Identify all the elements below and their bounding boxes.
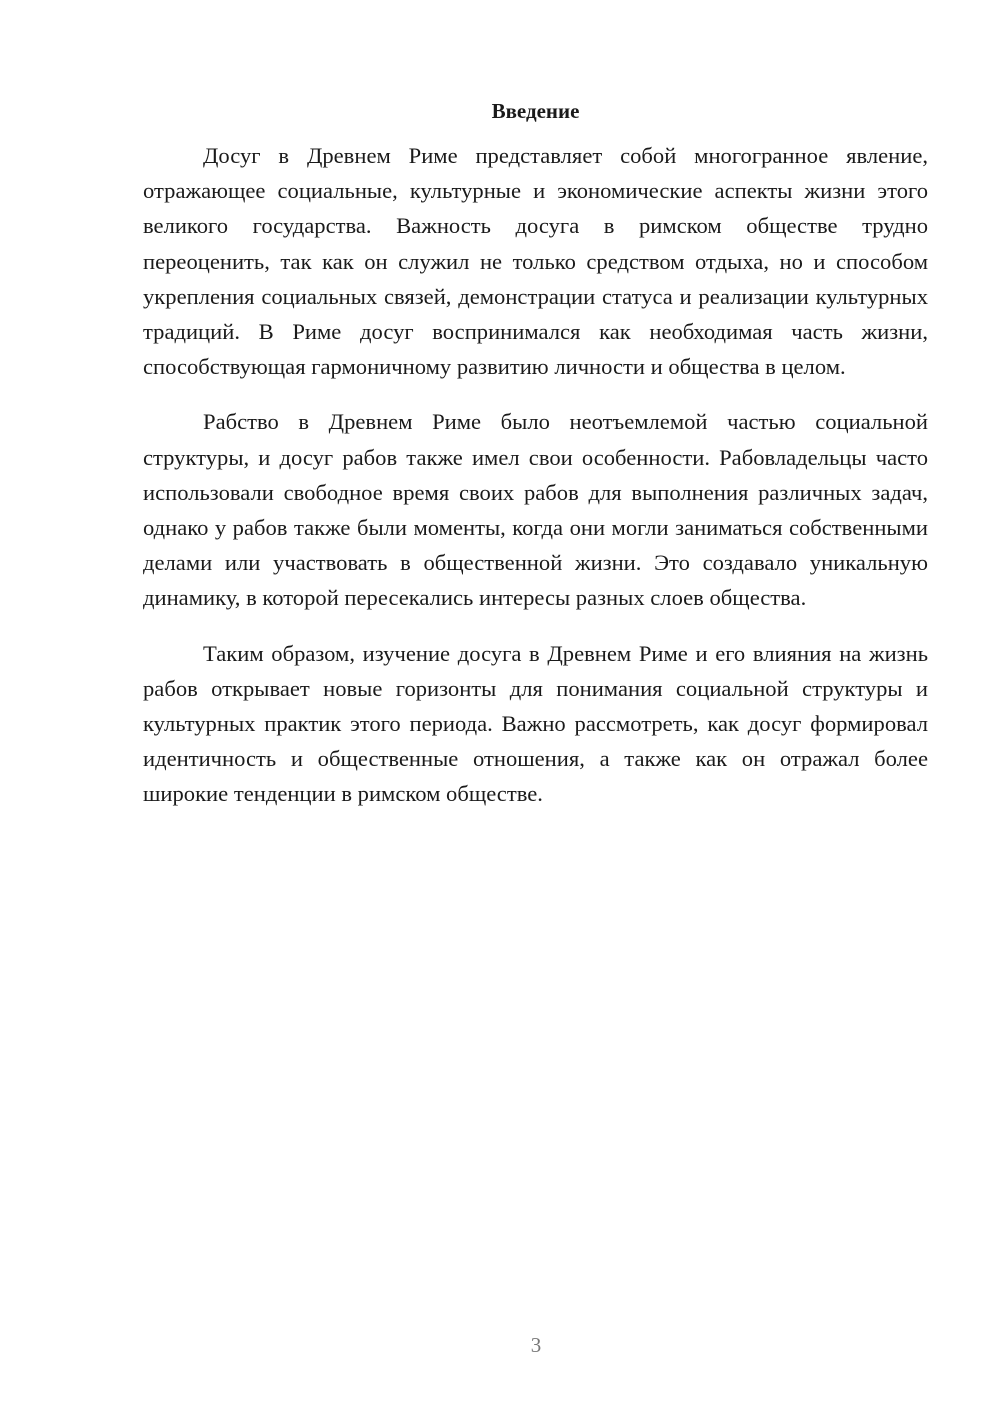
page-number: 3: [530, 1333, 542, 1357]
section-heading: Введение: [491, 99, 580, 123]
paragraph-3: Таким образом, изучение досуга в Древнем Риме и его влияния на жизнь рабов открывает новые горизонты для понимания социальной структуры и культурных практик этого периода. Важно рассмотреть, как досуг формировал идентичность и общественные отношения, а также как он отражал более широкие тенденции в римском обществе.: [143, 640, 928, 807]
paragraph-1: Досуг в Древнем Риме представляет собой многогранное явление, отражающее социальные, культурные и экономические аспекты жизни этого великого государства. Важность досуга в римском обществе трудно переоценить, так как он служил не только средством отдыха, но и способом укрепления социальных связей, демонстрации статуса и реализации культурных традиций. В Риме досуг воспринимался как необходимая часть жизни, способствующая гармоничному развитию личности и общества в целом.: [143, 143, 928, 380]
paragraph-2: Рабство в Древнем Риме было неотъемлемой частью социальной структуры, и досуг рабов также имел свои особенности. Рабовладельцы часто использовали свободное время своих рабов для выполнения различных задач, однако у рабов также были моменты, когда они могли заниматься собственными делами или участвовать в общественной жизни. Это создавало уникальную динамику, в которой пересекались интересы разных слоев общества.: [143, 409, 928, 611]
page-content: [143, 96, 928, 832]
